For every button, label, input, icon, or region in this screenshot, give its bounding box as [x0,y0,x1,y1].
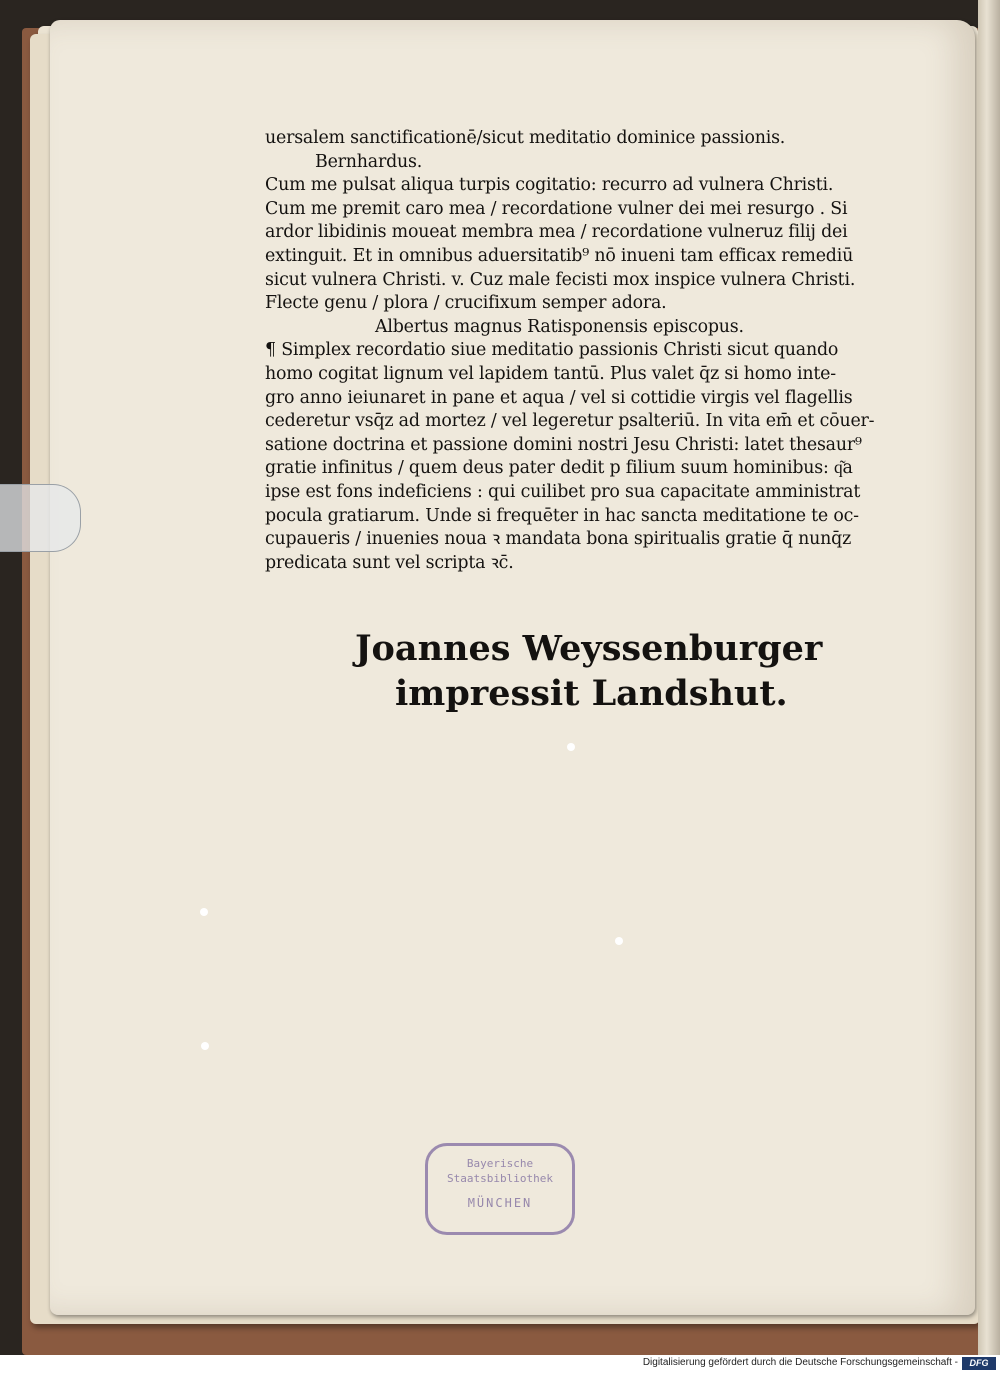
stamp-line: Staatsbibliothek [447,1172,553,1185]
text-line: cupaueris / inuenies noua ꝛ mandata bona spiritualis gratie q̄ nunq̄z [265,529,852,550]
section-heading-bernhardus: Bernhardus. [315,151,423,172]
text-line: homo cogitat lignum vel lapidem tantū. Plus valet q̄z si homo inte- [265,363,836,384]
paper-hole [567,743,575,751]
text-line: ardor libidinis moueat membra mea / recordatione vulneruz filij dei [265,222,848,243]
text-line: Cum me premit caro mea / recordatione vulner dei mei resurgo . Si [265,198,848,219]
funding-credit: Digitalisierung gefördert durch die Deutsche Forschungsgemeinschaft - [642,1357,958,1368]
text-line: satione doctrina et passione domini nostri Jesu Christi: latet thesaur⁹ [265,434,862,455]
stamp-line: MÜNCHEN [467,1196,533,1210]
page-edges-right [978,0,1000,1355]
page-clip [0,484,81,552]
colophon-place: impressit Landshut. [395,673,788,714]
colophon [355,626,823,716]
text-line: gro anno ieiunaret in pane et aqua / vel si cottidie virgis vel flagellis [265,387,853,408]
page-body-text [265,127,905,575]
footer-bar [0,1355,1000,1373]
text-line: uersalem sanctificationē/sicut meditatio dominice passionis. [265,128,786,148]
text-line: pocula gratiarum. Unde si frequēter in hac sancta meditatione te oc- [265,505,859,526]
colophon-printer: Joannes Weyssenburger [355,628,823,669]
text-line: Flecte genu / plora / crucifixum semper adora. [265,293,667,314]
text-line: gratie infinitus / quem deus pater dedit p filium suum hominibus: q͂a [265,458,853,479]
text-line: sicut vulnera Christi. v. Cuz male fecisti mox inspice vulnera Christi. [265,269,856,290]
paper-hole [201,1042,209,1050]
library-stamp [425,1143,575,1235]
text-line: extinguit. Et in omnibus aduersitatib⁹ nō inueni tam efficax remediū [265,245,854,266]
text-line: ipse est fons indeficiens : qui cuilibet pro sua capacitate amministrat [265,481,861,502]
text-line: ¶ Simplex recordatio siue meditatio passionis Christi sicut quando [265,340,839,361]
paper-hole [200,908,208,916]
paper-hole [615,937,623,945]
section-heading-albertus: Albertus magnus Ratisponensis episcopus. [375,316,744,337]
dfg-logo: DFG [962,1357,996,1370]
text-line: Cum me pulsat aliqua turpis cogitatio: recurro ad vulnera Christi. [265,175,834,196]
text-line: predicata sunt vel scripta ꝛc̄. [265,552,514,573]
text-line: cederetur vsq̄z ad mortez / vel legeretur psalteriū. In vita em̄ et cōuer- [265,411,875,432]
stamp-line: Bayerische [466,1157,534,1170]
